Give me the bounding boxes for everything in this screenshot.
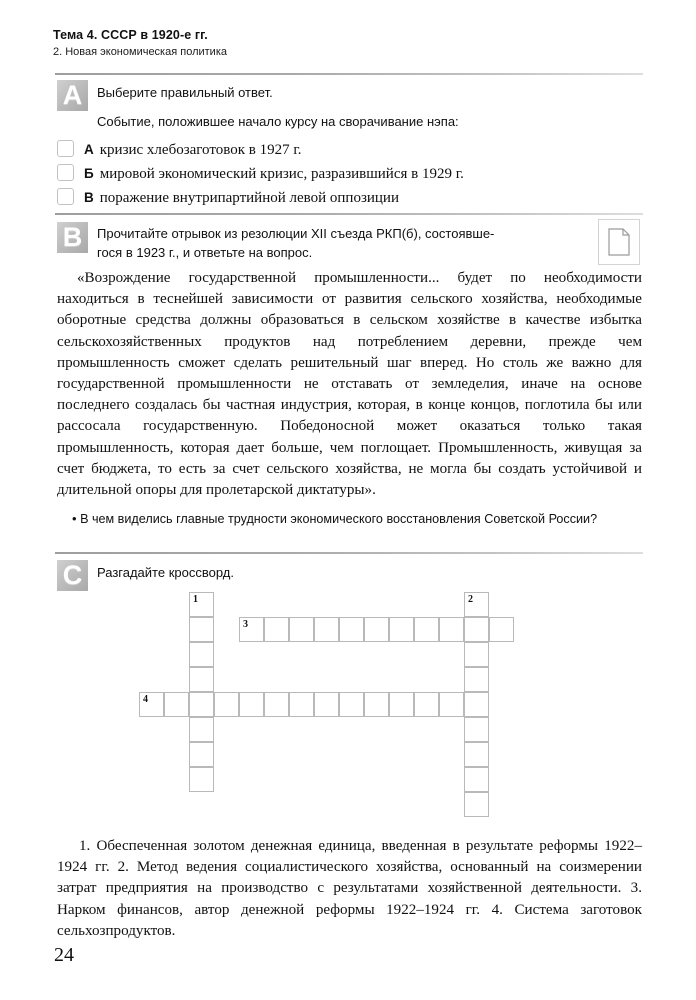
bullet-marker: •: [72, 511, 77, 526]
section-a-instruction: Выберите правильный ответ.: [97, 85, 273, 100]
crossword-cell[interactable]: [364, 617, 389, 642]
option-letter-1: А: [84, 142, 94, 157]
crossword-cell[interactable]: [389, 617, 414, 642]
option-text-1: кризис хлебозаготовок в 1927 г.: [99, 142, 302, 158]
crossword-cell[interactable]: [464, 642, 489, 667]
topic-title: Тема 4. СССР в 1920-е гг.: [53, 28, 208, 42]
option-text-3: поражение внутрипартийной левой оппозиции: [99, 190, 399, 206]
crossword-cell[interactable]: [314, 692, 339, 717]
crossword-cell[interactable]: [264, 617, 289, 642]
section-badge-c: C: [57, 560, 88, 591]
crossword-cell[interactable]: [189, 767, 214, 792]
option-text-2: мировой экономический кризис, разразившийся в 1929 г.: [99, 166, 464, 182]
section-badge-b: B: [57, 222, 88, 253]
crossword-cell[interactable]: [364, 692, 389, 717]
crossword-cell[interactable]: [239, 617, 264, 642]
crossword-cell[interactable]: [189, 667, 214, 692]
crossword-cell[interactable]: [189, 642, 214, 667]
page-number: 24: [54, 944, 74, 966]
crossword-cell[interactable]: [339, 617, 364, 642]
section-a-question: Событие, положившее начало курсу на сворачивание нэпа:: [97, 114, 459, 129]
crossword-cell[interactable]: [414, 692, 439, 717]
crossword-cell[interactable]: [489, 617, 514, 642]
crossword-cell[interactable]: [464, 717, 489, 742]
crossword-cell-number: 3: [243, 619, 248, 630]
section-c-instruction: Разгадайте кроссворд.: [97, 565, 234, 580]
crossword-cell[interactable]: [389, 692, 414, 717]
crossword-cell[interactable]: [464, 667, 489, 692]
crossword-cell[interactable]: [189, 617, 214, 642]
crossword-cell[interactable]: [339, 692, 364, 717]
crossword-cell[interactable]: [464, 792, 489, 817]
crossword-cell[interactable]: [414, 617, 439, 642]
crossword-cell[interactable]: [464, 617, 489, 642]
section-b-question-text: В чем виделись главные трудности экономического восстановления Советской России?: [80, 512, 598, 526]
crossword-cell[interactable]: [464, 592, 489, 617]
crossword-cell[interactable]: [289, 617, 314, 642]
crossword-cell[interactable]: [189, 742, 214, 767]
option-letter-3: В: [84, 190, 94, 205]
crossword-cell[interactable]: [464, 767, 489, 792]
crossword-cell-number: 2: [468, 594, 473, 605]
crossword-cell[interactable]: [164, 692, 189, 717]
crossword-cell[interactable]: [439, 692, 464, 717]
crossword-cell[interactable]: [214, 692, 239, 717]
crossword-cell[interactable]: [439, 617, 464, 642]
crossword-cell[interactable]: [239, 692, 264, 717]
section-b-instruction-line1: Прочитайте отрывок из резолюции XII съезда РКП(б), состоявше-: [97, 226, 495, 241]
crossword-cell[interactable]: [139, 692, 164, 717]
section-b-instruction-line2: гося в 1923 г., и ответьте на вопрос.: [97, 245, 313, 260]
lesson-subtitle: 2. Новая экономическая политика: [53, 46, 227, 58]
crossword-cell[interactable]: [464, 692, 489, 717]
crossword-cell[interactable]: [314, 617, 339, 642]
source-quote: «Возрождение государственной промышленности... будет по необходимости находиться в теснейшей зависимости от развития сельского хозяйства, необходимые оборотные средства должны образоваться в сельском хозяйстве в качестве избытка сельскохозяйственных продуктов над потреблением деревни, прежде чем промышленность сможет сделать решительный шаг вперед. Но столь же важно для государственной промышленности не отставать от земледелия, иначе на основе последнего создалась бы частная индустрия, которая, в конце концов, поглотила бы или рассосала государственную. Победоносной может оказаться только такая промышленность, которая дает больше, чем поглощает. Промышленность, живущая за счет бюджета, то есть за счет сельского хозяйства, не могла бы создать устойчивой и длительной опоры для пролетарской диктатуры».: [57, 270, 642, 499]
crossword-cell[interactable]: [189, 717, 214, 742]
crossword-cell[interactable]: [189, 692, 214, 717]
crossword-cell[interactable]: [189, 592, 214, 617]
crossword-cell[interactable]: [264, 692, 289, 717]
crossword-cell[interactable]: [289, 692, 314, 717]
section-badge-a: A: [57, 80, 88, 111]
crossword-clues: 1. Обеспеченная золотом денежная единица, введенная в результате реформы 1922–1924 гг. 2. Метод ведения социалистического хозяйства, основанный на соизмерении затрат предприятия на производство с результатами хозяйственной деятельности. 3. Нарком финансов, автор денежной реформы 1922–1924 гг. 4. Система заготовок сельхозпродуктов.: [57, 838, 642, 939]
option-letter-2: Б: [84, 166, 94, 181]
crossword-cell[interactable]: [464, 742, 489, 767]
crossword-cell-number: 1: [193, 594, 198, 605]
crossword-cell-number: 4: [143, 694, 148, 705]
